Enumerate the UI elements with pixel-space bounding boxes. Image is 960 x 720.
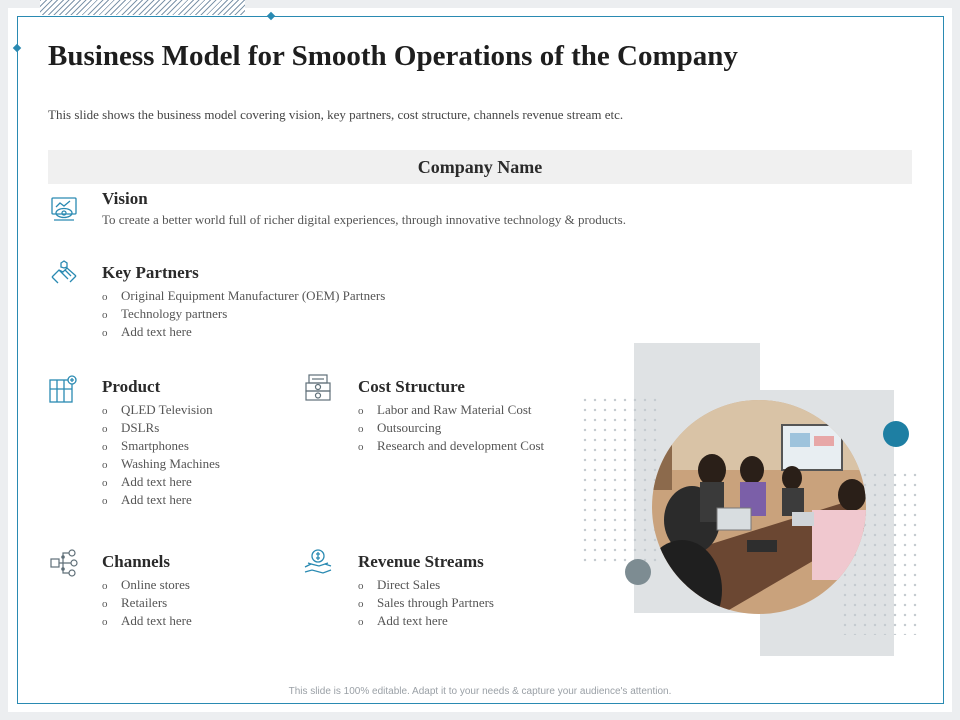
- network-channels-icon: [49, 548, 79, 578]
- vision-heading: Vision: [102, 189, 148, 208]
- list-item: o Research and development Cost: [358, 438, 545, 453]
- channels-heading: Channels: [102, 552, 171, 571]
- list-item: o Outsourcing: [358, 420, 442, 435]
- gray-accent-circle: [625, 559, 651, 585]
- list-item: o Smartphones: [102, 438, 189, 453]
- cost-structure-heading: Cost Structure: [358, 377, 465, 396]
- teal-accent-circle: [883, 421, 909, 447]
- vision-icon: [49, 193, 79, 223]
- list-item: o Sales through Partners: [358, 595, 494, 610]
- list-item: o DSLRs: [102, 420, 160, 435]
- list-item: o Add text here: [102, 613, 192, 628]
- channels-list: [102, 576, 192, 630]
- key-partners-list: [102, 287, 385, 341]
- key-partners-heading: Key Partners: [102, 263, 199, 282]
- product-heading: Product: [102, 377, 161, 396]
- revenue-streams-heading: Revenue Streams: [358, 552, 484, 571]
- company-name-bar: [48, 150, 912, 184]
- money-hand-icon: [303, 547, 333, 577]
- hatch-decoration: [40, 0, 245, 15]
- handshake-icon: [49, 259, 79, 289]
- footer-note: This slide is 100% editable. Adapt it to your needs & capture your audience's attention.: [288, 686, 672, 697]
- product-grid-icon: [48, 375, 78, 405]
- page-subtitle: This slide shows the business model covering vision, key partners, cost structure, channels revenue stream etc.: [48, 107, 624, 122]
- product-list: [102, 401, 220, 509]
- frame-diamond-top: [267, 12, 275, 20]
- revenue-streams-list: [358, 576, 494, 630]
- company-name: Company Name: [417, 156, 543, 177]
- list-item: o Add text here: [102, 324, 192, 339]
- cost-structure-list: [358, 401, 544, 455]
- frame-diamond-left: [13, 44, 21, 52]
- vision-text: To create a better world full of richer digital experiences, through innovative technology & products.: [102, 212, 626, 227]
- cash-stack-icon: [303, 373, 333, 403]
- list-item: o Technology partners: [102, 306, 228, 321]
- list-item: o Retailers: [102, 595, 168, 610]
- page-title: Business Model for Smooth Operations of the Company: [48, 40, 738, 72]
- list-item: o Labor and Raw Material Cost: [358, 402, 532, 417]
- list-item: o Original Equipment Manufacturer (OEM) Partners: [102, 288, 386, 303]
- list-item: o QLED Television: [102, 402, 213, 417]
- meeting-photo: [652, 400, 866, 614]
- list-item: o Online stores: [102, 577, 190, 592]
- dot-pattern-left: [580, 395, 662, 565]
- list-item: o Washing Machines: [102, 456, 220, 471]
- list-item: o Add text here: [102, 474, 192, 489]
- list-item: o Add text here: [102, 492, 192, 507]
- list-item: o Add text here: [358, 613, 448, 628]
- list-item: o Direct Sales: [358, 577, 441, 592]
